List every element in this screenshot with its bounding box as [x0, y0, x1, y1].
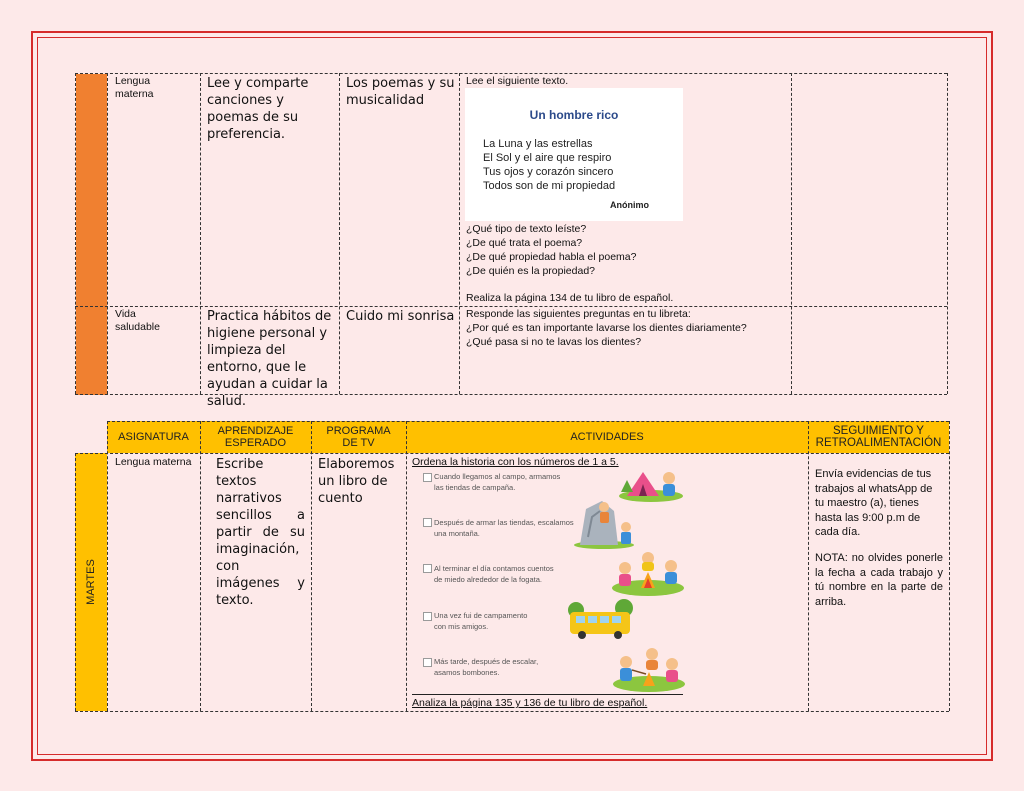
story-item-line: Después de armar las tiendas, escalamos [434, 518, 574, 527]
day-label: MARTES [85, 559, 97, 605]
row-subject: Lengua materna [115, 456, 192, 468]
header-subject [107, 421, 200, 453]
row1-program: Los poemas y su musicalidad [346, 76, 455, 108]
header-followup-line: SEGUIMIENTO Y [833, 425, 924, 437]
story-item-line: Cuando llegamos al campo, armamos [434, 472, 561, 481]
story-item-line: Una vez fui de campamento [434, 611, 528, 620]
row2-activity-line: Responde las siguientes preguntas en tu libreta: [466, 308, 691, 320]
climbing-rock-illustration [574, 497, 636, 549]
story-checkbox[interactable] [423, 518, 432, 527]
row2-activity-line: ¿Por qué es tan importante lavarse los dientes diariamente? [466, 322, 747, 334]
poem-author: Anónimo [610, 200, 649, 210]
row1-task: Realiza la página 134 de tu libro de español. [466, 292, 674, 304]
poem-line: El Sol y el aire que respiro [483, 152, 612, 164]
header-program [311, 421, 406, 453]
row1-question: ¿De qué propiedad habla el poema? [466, 251, 637, 263]
poem-card [465, 88, 683, 221]
header-learning-line: APRENDIZAJE [217, 425, 294, 437]
story-item [434, 563, 614, 585]
orange-side-strip [76, 74, 107, 395]
row1-subject: Lengua materna [115, 75, 154, 100]
story-item-line: Más tarde, después de escalar, [434, 657, 539, 666]
header-program-line: PROGRAMA [326, 425, 391, 437]
poem-line: Tus ojos y corazón sincero [483, 166, 614, 178]
story-item-line: Al terminar el día contamos cuentos [434, 564, 554, 573]
activity-instruction: Ordena la historia con los números de 1 a 5. [412, 456, 619, 468]
story-checkbox[interactable] [423, 473, 432, 482]
header-program-line: DE TV [342, 437, 375, 449]
day-strip [75, 453, 107, 711]
tent-camp-illustration [617, 462, 685, 502]
header-learning [200, 421, 311, 453]
poem-title: Un hombre rico [529, 108, 619, 122]
poem-line: La Luna y las estrellas [483, 138, 593, 150]
header-followup [808, 421, 949, 453]
story-checkbox[interactable] [423, 658, 432, 667]
followup-note: NOTA: no olvides ponerle la fecha a cada trabajo y tú nombre en la parte de arriba. [815, 552, 943, 608]
row2-subject: Vida saludable [115, 308, 160, 333]
row-program: Elaboremos un libro de cuento [318, 457, 395, 506]
story-item-line: de miedo alrededor de la fogata. [434, 575, 542, 584]
row1-intro: Lee el siguiente texto. [466, 75, 569, 87]
header-activities [406, 421, 808, 453]
story-item-line: una montaña. [434, 529, 480, 538]
header-subject-label: ASIGNATURA [118, 431, 189, 443]
activity-task: Analiza la página 135 y 136 de tu libro de español. [412, 697, 648, 709]
story-checkbox[interactable] [423, 564, 432, 573]
row2-activity-line: ¿Qué pasa si no te lavas los dientes? [466, 336, 642, 348]
followup-text: Envía evidencias de tus trabajos al whatsApp de tu maestro (a), tienes hasta las 9:00 p.m de cada día. [815, 468, 933, 538]
story-item [434, 471, 614, 493]
row2-program: Cuido mi sonrisa [346, 309, 455, 324]
header-followup-line: RETROALIMENTACIÓN [815, 437, 942, 449]
row-learning: Escribe textos narrativos sencillos a partir de su imaginación, con imágenes y texto. [216, 457, 305, 608]
story-checkbox[interactable] [423, 612, 432, 621]
row2-learning: Practica hábitos de higiene personal y limpieza del entorno, que le ayudan a cuidar la salud. [207, 309, 332, 409]
story-item-line: las tiendas de campaña. [434, 483, 516, 492]
row1-question: ¿De qué trata el poema? [466, 237, 583, 249]
story-item-line: con mis amigos. [434, 622, 489, 631]
header-learning-line: ESPERADO [224, 437, 287, 449]
header-activities-label: ACTIVIDADES [570, 431, 644, 443]
row1-learning: Lee y comparte canciones y poemas de su preferencia. [207, 76, 309, 142]
story-item-line: asamos bombones. [434, 668, 500, 677]
poem-line: Todos son de mi propiedad [483, 180, 616, 192]
school-bus-illustration [566, 598, 636, 642]
roasting-marshmallows-illustration [612, 644, 686, 692]
row1-question: ¿De quién es la propiedad? [466, 265, 596, 277]
campfire-stories-illustration [611, 548, 685, 596]
row1-question: ¿Qué tipo de texto leíste? [466, 223, 587, 235]
story-item [434, 656, 614, 678]
